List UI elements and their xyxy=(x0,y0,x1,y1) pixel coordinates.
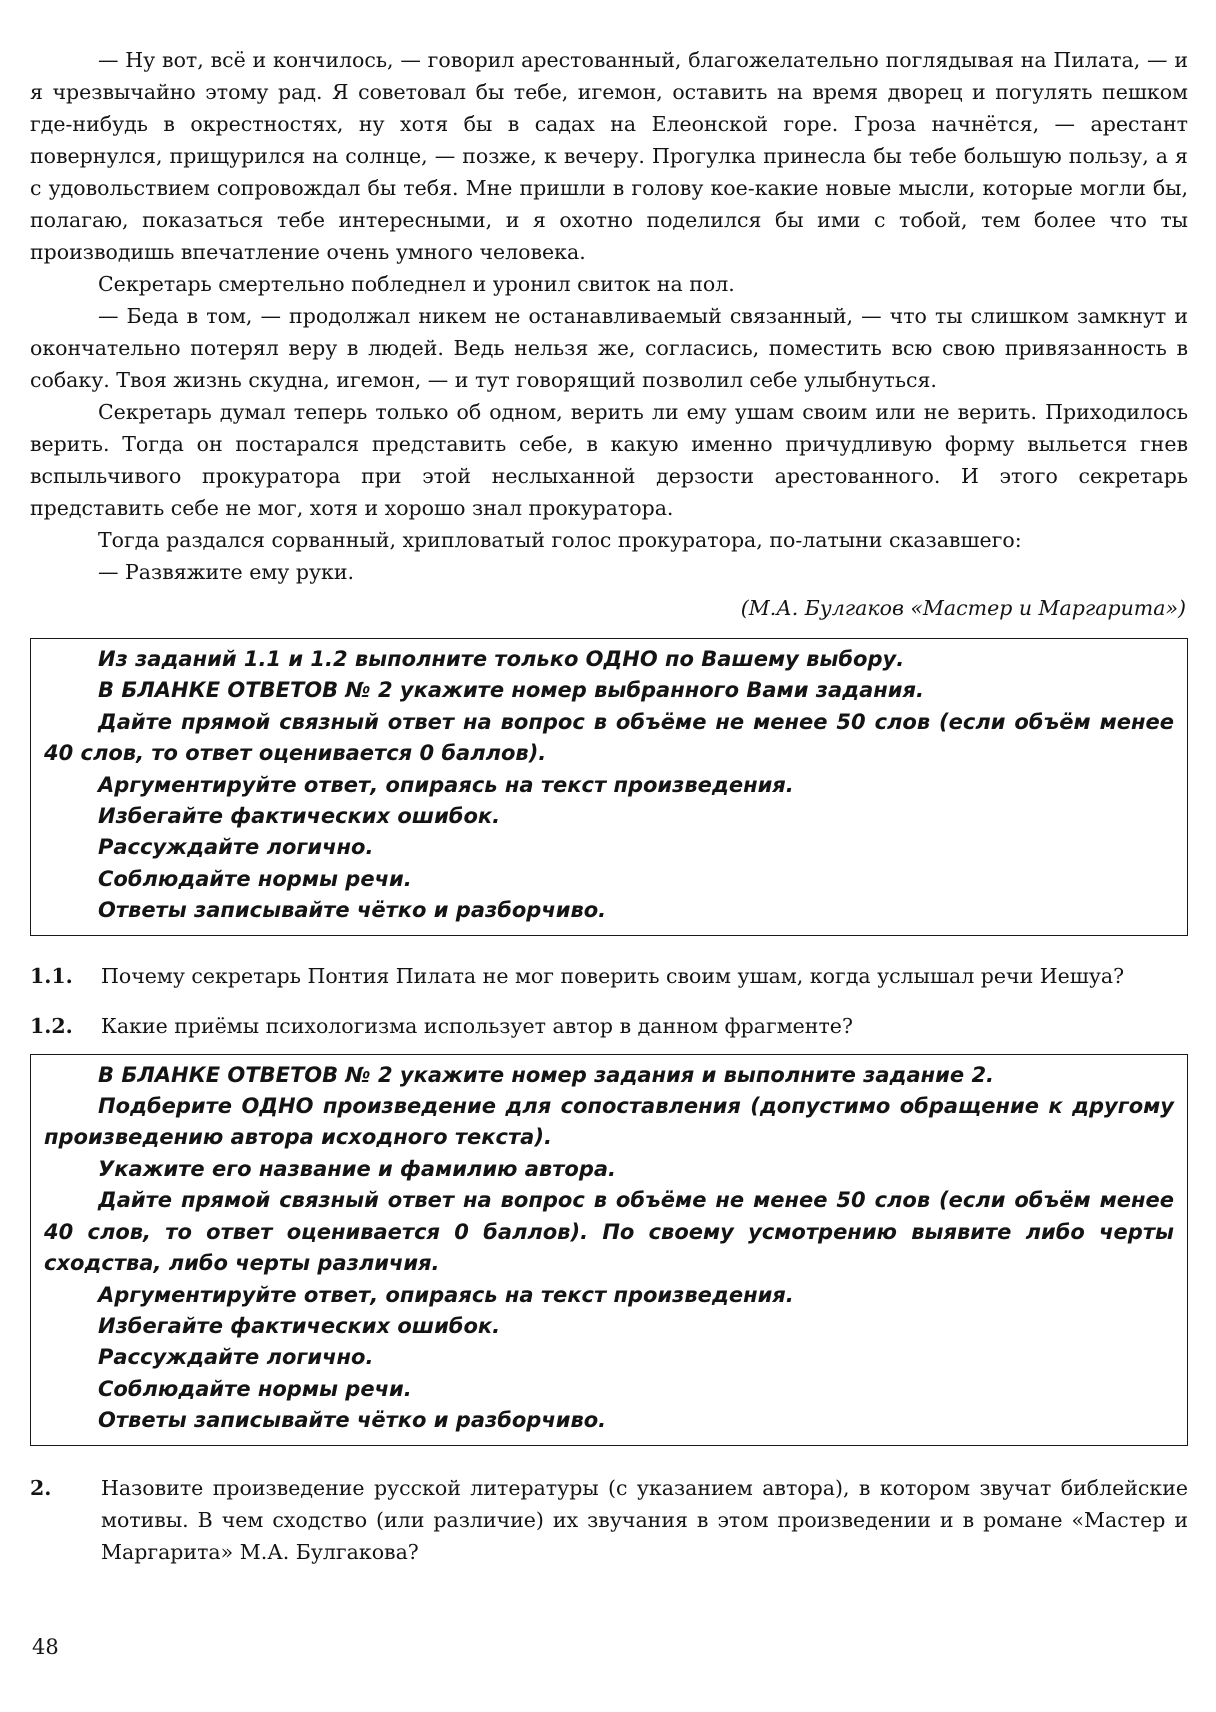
instruction-line: Ответы записывайте чётко и разборчиво. xyxy=(98,898,607,923)
literary-excerpt xyxy=(30,44,1188,588)
task-number: 1.1. xyxy=(30,963,73,988)
task-1-1 xyxy=(30,960,1188,992)
task-question: Какие приёмы психологизма использует автор в данном фрагменте? xyxy=(101,1013,853,1038)
instruction-line: Избегайте фактических ошибок. xyxy=(98,1313,501,1338)
instruction-line: Избегайте фактических ошибок. xyxy=(98,804,501,829)
instruction-line: Дайте прямой связный ответ на вопрос в объёме не менее 50 слов (если объём менее 40 слов, то ответ оценивается 0 баллов). xyxy=(44,709,1174,766)
instruction-line: Дайте прямой связный ответ на вопрос в объёме не менее 50 слов (если объём менее 40 слов, то ответ оценивается 0 баллов). По своему усмотрению выявите либо черты сходства, либо черты различия. xyxy=(44,1188,1174,1276)
instruction-line: Укажите его название и фамилию автора. xyxy=(98,1156,616,1181)
task-number: 2. xyxy=(30,1475,52,1500)
instruction-line: Рассуждайте логично. xyxy=(98,1345,374,1370)
instruction-line: Рассуждайте логично. xyxy=(98,835,374,860)
instruction-line: В БЛАНКЕ ОТВЕТОВ № 2 укажите номер задания и выполните задание 2. xyxy=(98,1062,995,1087)
excerpt-paragraph: — Развяжите ему руки. xyxy=(98,560,355,584)
task-2 xyxy=(30,1472,1188,1568)
instructions-box-task-2 xyxy=(30,1054,1188,1446)
task-number: 1.2. xyxy=(30,1013,73,1038)
task-question: Назовите произведение русской литературы (с указанием автора), в котором звучат библейские мотивы. В чем сходство (или различие) их звучания в этом произведении и в романе «Мастер и Маргарита» М.А. Булгакова? xyxy=(101,1475,1188,1564)
page-number: 48 xyxy=(32,1635,59,1659)
instruction-line: Из заданий 1.1 и 1.2 выполните только ОДНО по Вашему выбору. xyxy=(98,647,905,671)
excerpt-paragraph: Секретарь смертельно побледнел и уронил свиток на пол. xyxy=(98,272,735,296)
textbook-page xyxy=(30,44,1188,1568)
instruction-line: Ответы записывайте чётко и разборчиво. xyxy=(98,1408,607,1433)
instruction-line: Аргументируйте ответ, опираясь на текст произведения. xyxy=(98,772,794,797)
instruction-line: Соблюдайте нормы речи. xyxy=(98,866,412,891)
instruction-line: Аргументируйте ответ, опираясь на текст произведения. xyxy=(98,1282,794,1307)
instruction-line: В БЛАНКЕ ОТВЕТОВ № 2 укажите номер выбранного Вами задания. xyxy=(98,678,924,703)
excerpt-paragraph: — Ну вот, всё и кончилось, — говорил арестованный, благожелательно поглядывая на Пилата, — и я чрезвычайно этому рад. Я советовал бы тебе, игемон, оставить на время дворец и погулять пешком где-нибудь в окрестностях, ну хотя бы в садах на Елеонской горе. Гроза начнётся, — арестант повернулся, прищурился на солнце, — позже, к вечеру. Прогулка принесла бы тебе большую пользу, а я с удовольствием сопровождал бы тебя. Мне пришли в голову кое-какие новые мысли, которые могли бы, полагаю, показаться тебе интересными, и я охотно поделился бы ими с тобой, тем более что ты производишь впечатление очень умного человека. xyxy=(30,48,1188,264)
task-1-2 xyxy=(30,1010,1188,1042)
excerpt-paragraph: — Беда в том, — продолжал никем не останавливаемый связанный, — что ты слишком замкнут и окончательно потерял веру в людей. Ведь нельзя же, согласись, поместить всю свою привязанность в собаку. Твоя жизнь скудна, игемон, — и тут говорящий позволил себе улыбнуться. xyxy=(30,304,1188,392)
instruction-line: Соблюдайте нормы речи. xyxy=(98,1376,412,1401)
instruction-line: Подберите ОДНО произведение для сопоставления (допустимо обращение к другому произведению автора исходного текста). xyxy=(44,1094,1174,1150)
excerpt-attribution: (М.А. Булгаков «Мастер и Маргарита») xyxy=(740,596,1186,620)
excerpt-paragraph: Секретарь думал теперь только об одном, верить ли ему ушам своим или не верить. Приходилось верить. Тогда он постарался представить себе, в какую именно причудливую форму выльется гнев вспыльчивого прокуратора при этой неслыханной дерзости арестованного. И этого секретарь представить себе не мог, хотя и хорошо знал прокуратора. xyxy=(30,400,1188,520)
task-question: Почему секретарь Понтия Пилата не мог поверить своим ушам, когда услышал речи Иешуа? xyxy=(101,963,1125,988)
excerpt-paragraph: Тогда раздался сорванный, хрипловатый голос прокуратора, по-латыни сказавшего: xyxy=(98,528,1022,552)
instructions-box-tasks-1 xyxy=(30,638,1188,936)
